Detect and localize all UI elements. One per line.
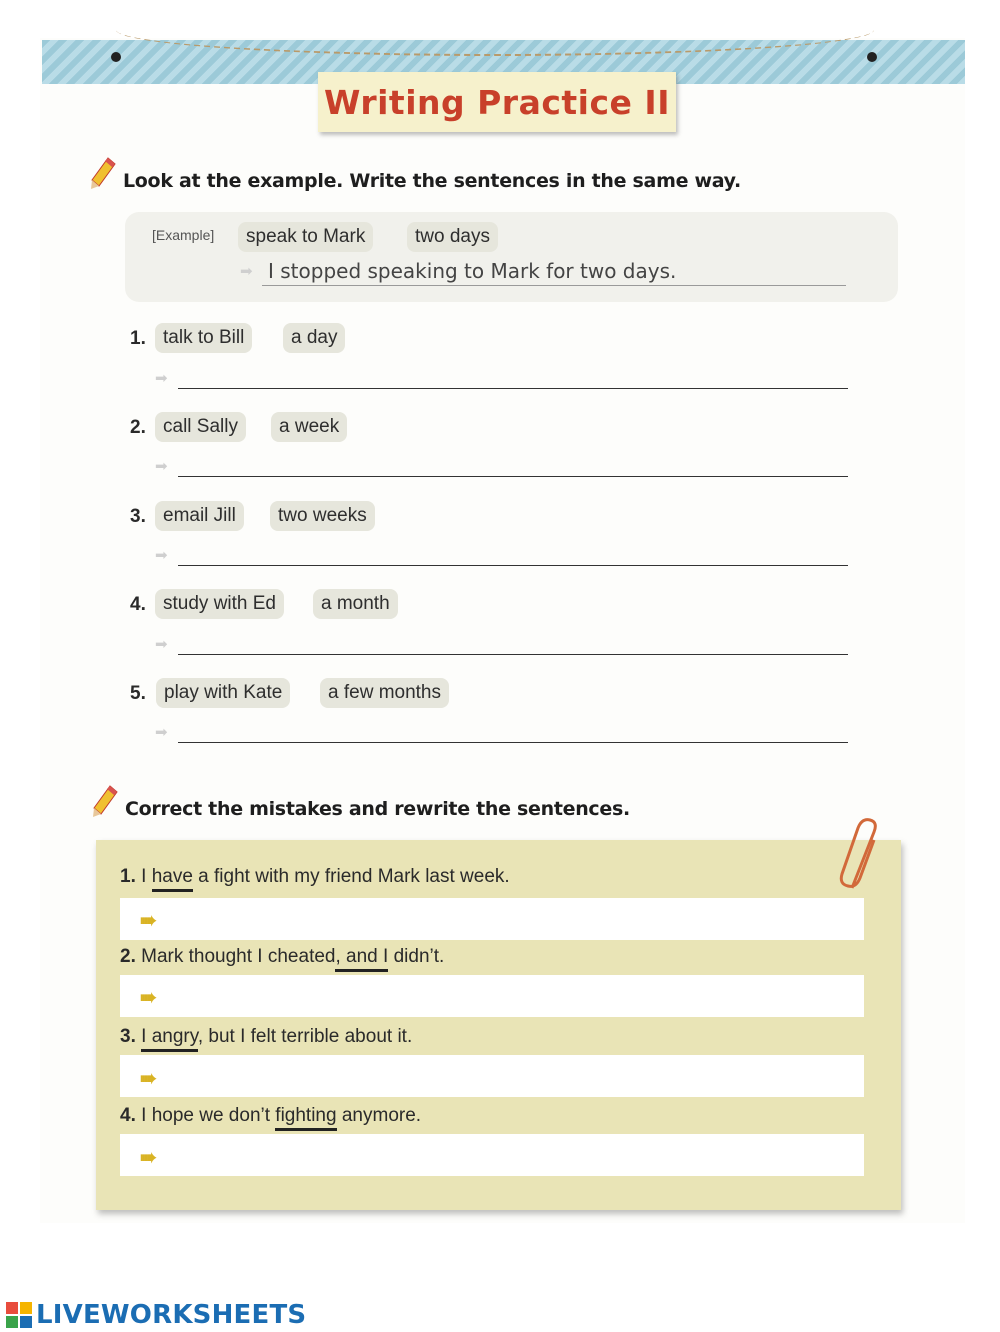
item-number: 2. [120, 946, 136, 967]
answer-input[interactable] [178, 453, 848, 477]
sentence-text: didn’t. [388, 946, 445, 967]
sentence-text: I hope we don’t [135, 1105, 276, 1126]
footer-brand[interactable] [6, 1300, 306, 1330]
duration-chip: a day [283, 323, 345, 353]
arrow-icon: ➠ [140, 1147, 157, 1169]
arrow-icon: ➡ [155, 458, 168, 475]
answer-input[interactable] [178, 542, 848, 566]
sentence-text: , but I felt terrible about it. [197, 1026, 413, 1047]
arrow-icon: ➠ [140, 910, 157, 932]
pencil-icon [90, 156, 116, 190]
page-title: Writing Practice II [324, 82, 670, 122]
sentence-text: anymore. [336, 1105, 422, 1126]
mistake-sentence-3 [120, 1026, 412, 1048]
mistake-sentence-1 [120, 866, 510, 888]
pencil-icon [92, 784, 118, 818]
answer-input[interactable] [178, 365, 848, 389]
paperclip-icon [838, 818, 888, 894]
brand-name: LIVEWORKSHEETS [36, 1300, 307, 1330]
rewrite-input[interactable] [120, 898, 864, 940]
pin-right-icon [867, 52, 877, 62]
arrow-icon: ➠ [140, 987, 157, 1009]
item-number: 4. [120, 1105, 136, 1126]
example-verb-chip: speak to Mark [238, 222, 373, 252]
rewrite-input[interactable] [120, 1055, 864, 1097]
verb-chip: study with Ed [155, 589, 284, 619]
rewrite-input[interactable] [120, 1134, 864, 1176]
underlined-mistake: , and I [335, 946, 388, 972]
sentence-text: a fight with my friend Mark last week. [192, 866, 510, 887]
verb-chip: talk to Bill [155, 323, 252, 353]
title-card [318, 72, 676, 132]
item-number: 3. [120, 1026, 136, 1047]
sentence-text: Mark thought I cheated [135, 946, 336, 967]
item-number: 5. [130, 683, 146, 704]
item-number: 3. [130, 506, 146, 527]
example-duration-chip: two days [407, 222, 498, 252]
rewrite-input[interactable] [120, 975, 864, 1017]
item-number: 4. [130, 594, 146, 615]
duration-chip: a few months [320, 678, 449, 708]
section1-instruction: Look at the example. Write the sentences in the same way. [123, 170, 741, 192]
section2-instruction: Correct the mistakes and rewrite the sentences. [125, 798, 630, 820]
answer-input[interactable] [178, 719, 848, 743]
answer-input[interactable] [178, 631, 848, 655]
duration-chip: a month [313, 589, 398, 619]
underlined-mistake: fighting [275, 1105, 336, 1131]
duration-chip: a week [271, 412, 347, 442]
verb-chip: email Jill [155, 501, 244, 531]
underlined-mistake: I angry [141, 1026, 198, 1052]
arrow-icon: ➡ [155, 370, 168, 387]
liveworksheets-logo-icon [6, 1302, 32, 1328]
arrow-icon: ➡ [155, 636, 168, 653]
duration-chip: two weeks [270, 501, 375, 531]
example-answer: I stopped speaking to Mark for two days. [262, 256, 846, 286]
underlined-mistake: have [152, 866, 193, 892]
mistake-sentence-2 [120, 946, 444, 968]
verb-chip: play with Kate [156, 678, 290, 708]
item-number: 1. [120, 866, 136, 887]
sentence-text: I [135, 866, 152, 887]
example-tag: [Example] [152, 227, 215, 243]
arrow-icon: ➡ [240, 263, 253, 280]
item-number: 2. [130, 417, 146, 438]
item-number: 1. [130, 328, 146, 349]
pin-left-icon [111, 52, 121, 62]
arrow-icon: ➠ [140, 1068, 157, 1090]
arrow-icon: ➡ [155, 724, 168, 741]
verb-chip: call Sally [155, 412, 246, 442]
arrow-icon: ➡ [155, 547, 168, 564]
mistake-sentence-4 [120, 1105, 421, 1127]
